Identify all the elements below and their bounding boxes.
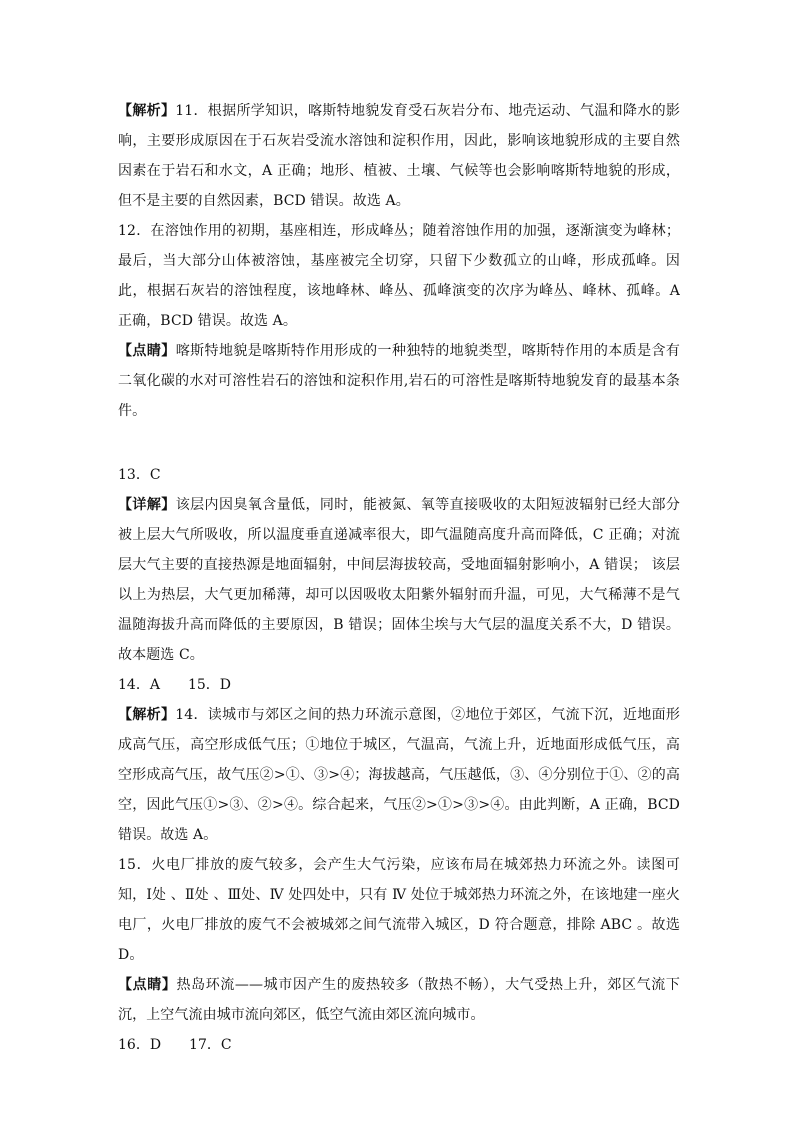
analysis-paragraph-q14	[118, 700, 680, 850]
paragraph-text: 该层内因臭氧含量低，同时，能被氮、氧等直接吸收的太阳短波辐射已经大部分被上层大气所吸收，所以温度垂直递减率很大，即气温随高度升高而降低，C 正确；对流层大气主要的直接热源是地面辐射，中间层海拔较高，受地面辐射影响小，A 错误； 该层以上为热层，大气更加稀薄，却可以因吸收太阳紫外辐射而升温，可见，大气稀薄不是气温随海拔升高而降低的主要原因，B 错误；固体尘埃与大气层的温度关系不大，D 错误。故本题选 C。	[118, 497, 681, 663]
analysis-tag: 【解析】	[118, 103, 176, 119]
paragraph-text: 喀斯特地貌是喀斯特作用形成的一种独特的地貌类型，喀斯特作用的本质是含有二氧化碳的水对可溶性岩石的溶蚀和淀积作用,岩石的可溶性是喀斯特地貌发育的最基本条件。	[118, 343, 681, 419]
paragraph-text: 14．读城市与郊区之间的热力环流示意图，②地位于郊区，气流下沉，近地面形成高气压，高空形成低气压；①地位于城区，气温高，气流上升，近地面形成低气压，高空形成高气压，故气压②>①、③>④；海拔越高，气压越低，③、④分别位于①、②的高空，因此气压①>③、②>④。综合起来，气压②>①>③>④。由此判断，A 正确，BCD 错误。故选 A。	[118, 707, 680, 843]
detail-tag: 【详解】	[118, 497, 176, 513]
analysis-tag: 【解析】	[118, 707, 176, 723]
answer-line-16-17	[118, 1030, 680, 1060]
paragraph-text: 11．根据所学知识，喀斯特地貌发育受石灰岩分布、地壳运动、气温和降水的影响，主要形成原因在于石灰岩受流水溶蚀和淀积作用，因此，影响该地貌形成的主要自然因素在于岩石和水文，A 正确；地形、植被、土壤、气候等也会影响喀斯特地貌的形成，但不是主要的自然因素，BCD 错误。故选 A。	[118, 103, 680, 209]
paragraph-text: 15．火电厂排放的废气较多，会产生大气污染，应该布局在城郊热力环流之外。读图可知，Ⅰ处 、Ⅱ处 、Ⅲ处、Ⅳ 处四处中，只有 Ⅳ 处位于城郊热力环流之外，在该地建一座火电厂，火电厂排放的废气不会被城郊之间气流带入城区，D 符合题意，排除 ABC 。故选 D。	[118, 857, 680, 963]
analysis-paragraph-q15	[118, 850, 680, 970]
note-paragraph-karst	[118, 336, 680, 426]
section-spacer	[118, 426, 680, 460]
answer-item: 14．A	[118, 677, 160, 693]
answer-item: 17．C	[189, 1037, 232, 1053]
note-tag: 【点睛】	[118, 977, 177, 993]
answer-line-14-15	[118, 670, 680, 700]
detail-paragraph-q13	[118, 490, 680, 670]
paragraph-text: 热岛环流——城市因产生的废热较多（散热不畅），大气受热上升，郊区气流下沉，上空气流由城市流向郊区，低空气流由郊区流向城市。	[118, 977, 680, 1023]
answer-item: 13．C	[118, 467, 161, 483]
answer-line-13	[118, 460, 680, 490]
analysis-paragraph-q12	[118, 216, 680, 336]
analysis-paragraph-q11	[118, 96, 680, 216]
note-tag: 【点睛】	[118, 343, 176, 359]
document-page	[118, 96, 680, 1060]
answer-item: 15．D	[187, 677, 231, 693]
note-paragraph-heat-island	[118, 970, 680, 1030]
paragraph-text: 12．在溶蚀作用的初期，基座相连，形成峰丛；随着溶蚀作用的加强，逐渐演变为峰林；最后，当大部分山体被溶蚀，基座被完全切穿，只留下少数孤立的山峰，形成孤峰。因此，根据石灰岩的溶蚀程度，该地峰林、峰丛、孤峰演变的次序为峰丛、峰林、孤峰。A 正确，BCD 错误。故选 A。	[118, 223, 680, 329]
answer-item: 16．D	[118, 1037, 162, 1053]
